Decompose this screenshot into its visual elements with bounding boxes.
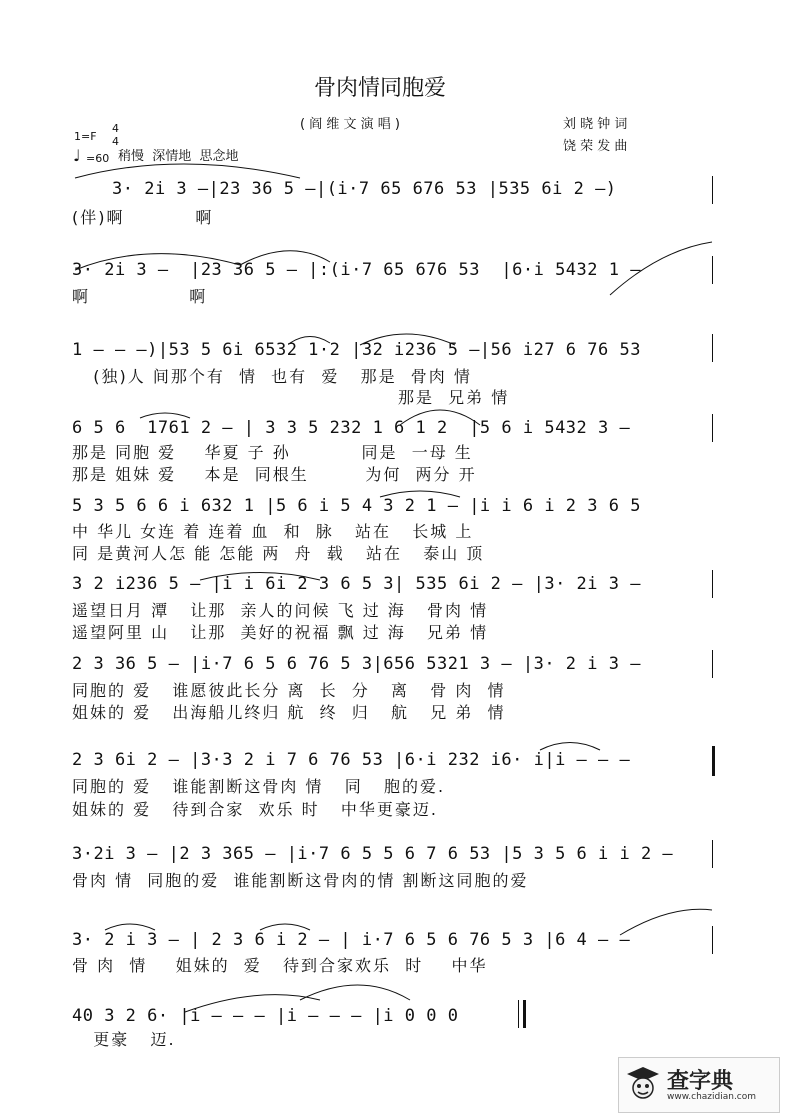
notation-row-5: 5 3 5 6 6 i 632 1 |5 6 i 5 4 3 2 1 – |i i 6 i 2 3 6 5 — [72, 496, 641, 516]
final-barline-thick — [523, 1000, 526, 1028]
graduate-mascot-icon — [625, 1064, 661, 1104]
song-title: 骨肉情同胞爱 — [313, 76, 446, 101]
site-url: www.chazidian.com — [667, 1092, 757, 1102]
lyrics-row-5-verse-2: 同 是黄河人怎 能 怎能 两 舟 载 站在 泰山 顶 — [72, 544, 485, 563]
lyrics-row-5-verse-1: 中 华儿 女连 着 连着 血 和 脉 站在 长城 上 — [72, 522, 474, 541]
barline — [712, 176, 713, 204]
repeat-end-barline — [712, 746, 715, 776]
site-watermark — [618, 1057, 780, 1113]
lyrics-row-11-verse-1: 更豪 迈. — [72, 1030, 176, 1049]
lyrics-row-1-verse-1: (伴)啊 啊 — [72, 208, 214, 227]
time-signature-top: 4 — [112, 122, 119, 135]
lyrics-row-3-verse-2: 那是 兄弟 情 — [72, 388, 510, 407]
barline — [712, 414, 713, 442]
singer-credit: ( 阎 维 文 演 唱 ) — [300, 117, 400, 132]
notation-row-9: 3·2i 3 – |2 3 365 – |i·7 6 5 5 6 7 6 53 |5 3 5 6 i i 2 – — [72, 844, 674, 864]
barline — [712, 840, 713, 868]
notation-row-6: 3 2 i236 5 – |i i 6i 2 3 6 5 3| 535 6i 2 – |3· 2i 3 – — [72, 574, 641, 594]
notation-row-3: 1 – – –)|53 5 6i 6532 1·2 |32 i236 5 –|56 i27 6 76 53 — [72, 340, 641, 360]
time-signature-bottom: 4 — [112, 135, 119, 148]
notation-row-11: 40 3 2 6· |i – – – |i – – – |i 0 0 0 — [72, 1006, 459, 1026]
lyrics-row-4-verse-2: 那是 姐妹 爱 本是 同根生 为何 两分 开 — [72, 465, 477, 484]
lyrics-row-2-verse-1: 啊 啊 — [72, 287, 208, 306]
notation-row-1: 3· 2i 3 –|23 36 5 –|(i·7 65 676 53 |535 6i 2 –) — [112, 179, 617, 199]
barline — [712, 256, 713, 284]
lyrics-row-6-verse-2: 遥望阿里 山 让那 美好的祝福 飘 过 海 兄弟 情 — [72, 623, 489, 642]
composer-credit: 饶 荣 发 曲 — [563, 139, 628, 154]
tempo-marking: =60 — [86, 152, 110, 165]
barline — [712, 570, 713, 598]
barline — [712, 926, 713, 954]
notation-row-10: 3· 2 i 3 – | 2 3 6 i 2 – | i·7 6 5 6 76 5 3 |6 4 – – — [72, 930, 631, 950]
notation-row-8: 2 3 6i 2 – |3·3 2 i 7 6 76 53 |6·i 232 i6· i|i – – – — [72, 750, 631, 770]
lyrics-row-3-verse-1: (独)人 间那个有 情 也有 爱 那是 骨肉 情 — [72, 367, 472, 386]
notation-row-7: 2 3 36 5 – |i·7 6 5 6 76 5 3|656 5321 3 – |3· 2 i 3 – — [72, 654, 641, 674]
barline — [712, 650, 713, 678]
notation-row-4: 6 5 6 1761 2 – | 3 3 5 232 1 6 1 2 |5 6 i 5432 3 – — [72, 418, 631, 438]
lyrics-row-10-verse-1: 骨 肉 情 姐妹的 爱 待到合家欢乐 时 中华 — [72, 956, 488, 975]
lyrics-row-4-verse-1: 那是 同胞 爱 华夏 子 孙 同是 一母 生 — [72, 443, 473, 462]
barline — [712, 334, 713, 362]
lyrics-row-8-verse-1: 同胞的 爱 谁能割断这骨肉 情 同 胞的爱. — [72, 777, 446, 796]
notation-row-2: 3· 2i 3 – |23 36 5 – |:(i·7 65 676 53 |6·i 5432 1 – — [72, 260, 641, 280]
final-barline — [518, 1000, 519, 1028]
lyrics-row-7-verse-2: 姐妹的 爱 出海船儿终归 航 终 归 航 兄 弟 情 — [72, 703, 506, 722]
lyrics-row-7-verse-1: 同胞的 爱 谁愿彼此长分 离 长 分 离 骨 肉 情 — [72, 681, 506, 700]
lyrics-row-8-verse-2: 姐妹的 爱 待到合家 欢乐 时 中华更豪迈. — [72, 800, 438, 819]
quarter-note-icon: ♩ — [73, 146, 81, 165]
key-signature: 1=F — [74, 130, 97, 143]
site-name: 查字典 — [667, 1068, 734, 1094]
lyrics-row-9-verse-1: 骨肉 情 同胞的爱 谁能割断这骨肉的情 割断这同胞的爱 — [72, 871, 529, 890]
lyricist-credit: 刘 晓 钟 词 — [563, 117, 628, 132]
lyrics-row-6-verse-1: 遥望日月 潭 让那 亲人的问候 飞 过 海 骨肉 情 — [72, 601, 489, 620]
expression-marking: 稍慢 深情地 思念地 — [118, 149, 239, 164]
